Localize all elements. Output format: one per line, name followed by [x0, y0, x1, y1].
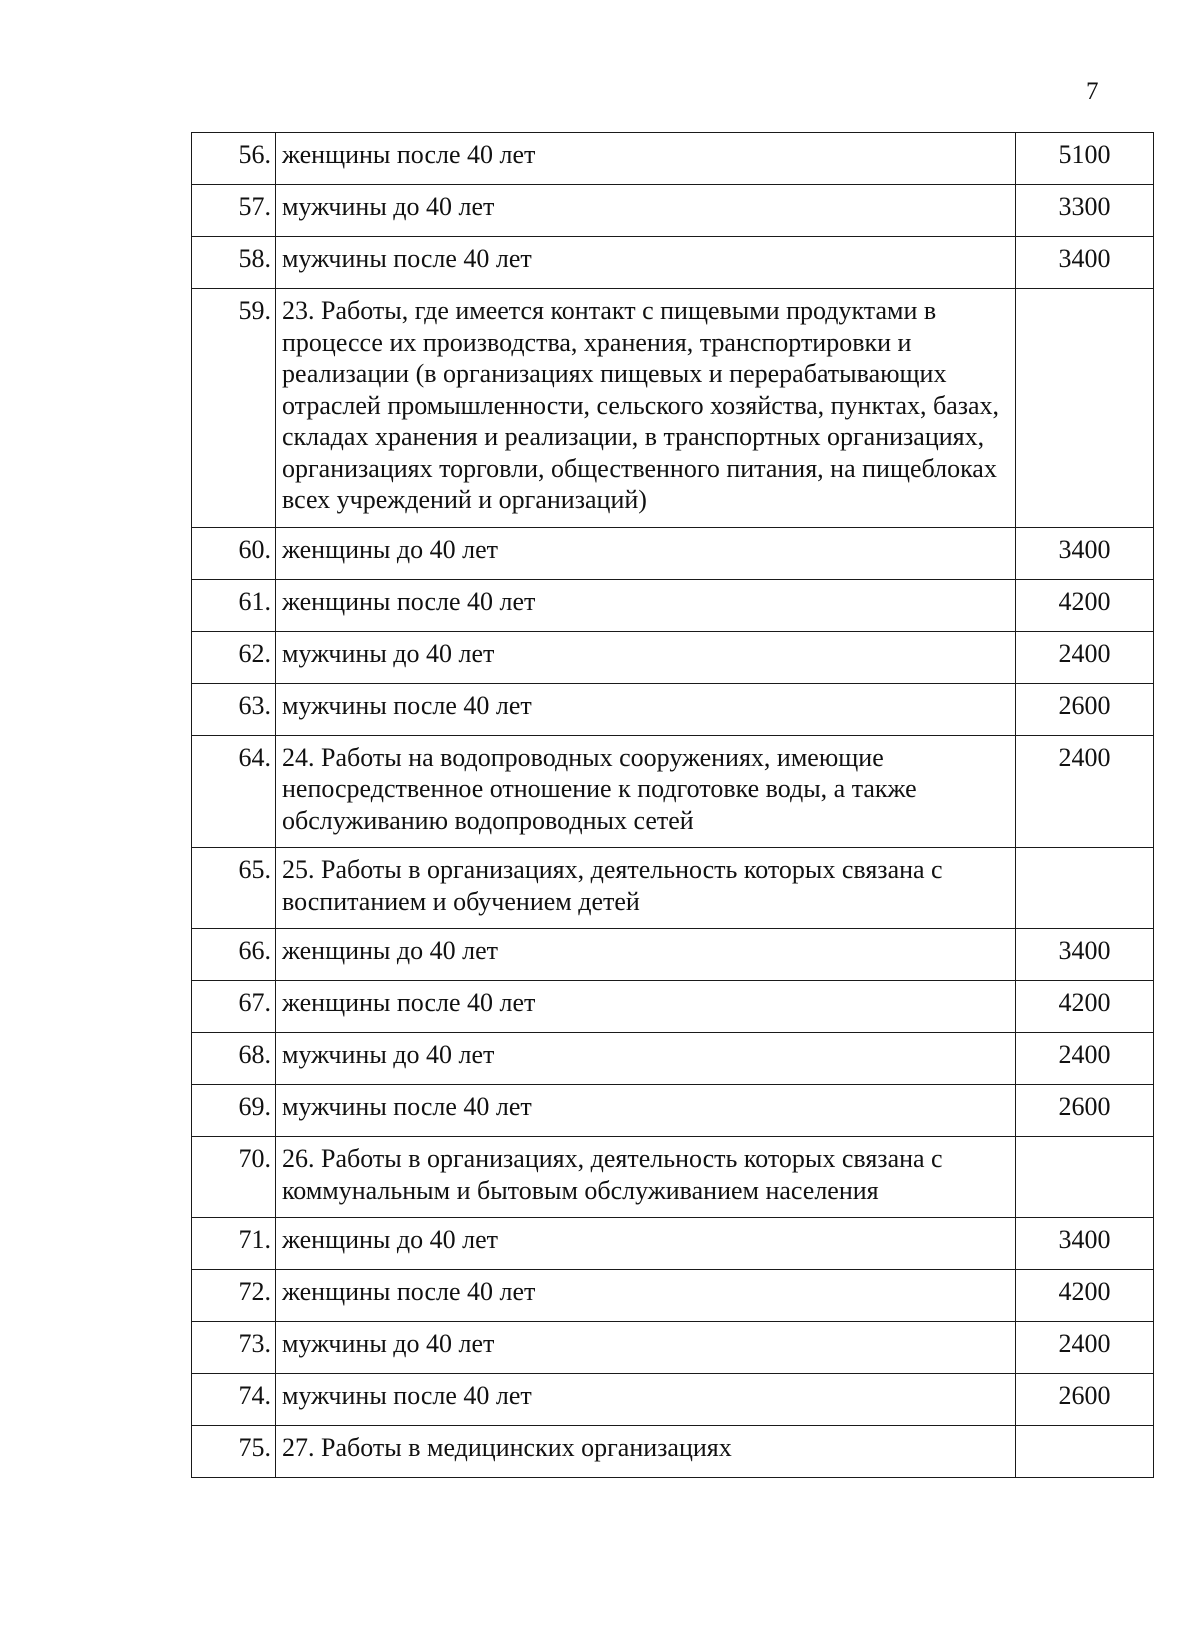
row-number: 74.: [192, 1374, 276, 1426]
row-text: женщины после 40 лет: [276, 1270, 1016, 1322]
table-row: [192, 1085, 1154, 1137]
table-row: [192, 929, 1154, 981]
row-text: мужчины после 40 лет: [276, 237, 1016, 289]
row-text: женщины до 40 лет: [276, 1218, 1016, 1270]
row-value: 3400: [1016, 929, 1154, 981]
table-row: [192, 1137, 1154, 1218]
row-number: 62.: [192, 631, 276, 683]
row-value: 2400: [1016, 631, 1154, 683]
row-number: 60.: [192, 527, 276, 579]
table-row: [192, 579, 1154, 631]
table-row: [192, 631, 1154, 683]
row-value: 4200: [1016, 579, 1154, 631]
row-number: 59.: [192, 289, 276, 528]
row-value: 4200: [1016, 1270, 1154, 1322]
row-value: 2400: [1016, 735, 1154, 848]
row-text: женщины до 40 лет: [276, 929, 1016, 981]
row-text: женщины после 40 лет: [276, 579, 1016, 631]
table-row: [192, 1033, 1154, 1085]
table-row: [192, 1426, 1154, 1478]
row-number: 63.: [192, 683, 276, 735]
row-number: 61.: [192, 579, 276, 631]
row-number: 75.: [192, 1426, 276, 1478]
table-row: [192, 185, 1154, 237]
table-row: [192, 237, 1154, 289]
table-row: [192, 1322, 1154, 1374]
row-text: 26. Работы в организациях, деятельность которых связана с коммунальным и бытовым обслуживанием населения: [276, 1137, 1016, 1218]
row-value: [1016, 289, 1154, 528]
row-text: мужчины после 40 лет: [276, 683, 1016, 735]
row-number: 70.: [192, 1137, 276, 1218]
table-row: [192, 1374, 1154, 1426]
row-number: 67.: [192, 981, 276, 1033]
row-value: 3400: [1016, 1218, 1154, 1270]
row-text: мужчины до 40 лет: [276, 1322, 1016, 1374]
row-text: мужчины до 40 лет: [276, 185, 1016, 237]
row-number: 73.: [192, 1322, 276, 1374]
row-text: 27. Работы в медицинских организациях: [276, 1426, 1016, 1478]
row-value: 4200: [1016, 981, 1154, 1033]
row-value: 2400: [1016, 1322, 1154, 1374]
row-value: 2400: [1016, 1033, 1154, 1085]
row-value: 2600: [1016, 683, 1154, 735]
row-text: 23. Работы, где имеется контакт с пищевыми продуктами в процессе их производства, хранения, транспортировки и реализации (в организациях пищевых и перерабатывающих отраслей промышленности, сельского хозяйства, пунктах, базах, складах хранения и реализации, в транспортных организациях, организациях торговли, общественного питания, на пищеблоках всех учреждений и организаций): [276, 289, 1016, 528]
row-text: женщины после 40 лет: [276, 133, 1016, 185]
row-number: 71.: [192, 1218, 276, 1270]
row-number: 57.: [192, 185, 276, 237]
row-number: 64.: [192, 735, 276, 848]
row-value: 5100: [1016, 133, 1154, 185]
table-row: [192, 683, 1154, 735]
row-number: 66.: [192, 929, 276, 981]
row-value: 3400: [1016, 237, 1154, 289]
row-text: мужчины после 40 лет: [276, 1374, 1016, 1426]
row-number: 68.: [192, 1033, 276, 1085]
row-number: 69.: [192, 1085, 276, 1137]
row-value: 3300: [1016, 185, 1154, 237]
row-value: 3400: [1016, 527, 1154, 579]
row-number: 58.: [192, 237, 276, 289]
row-value: [1016, 1137, 1154, 1218]
row-text: мужчины до 40 лет: [276, 631, 1016, 683]
table-row: [192, 527, 1154, 579]
row-text: 25. Работы в организациях, деятельность которых связана с воспитанием и обучением детей: [276, 848, 1016, 929]
row-value: 2600: [1016, 1085, 1154, 1137]
row-value: [1016, 1426, 1154, 1478]
table-row: [192, 1218, 1154, 1270]
row-number: 72.: [192, 1270, 276, 1322]
table-row: [192, 735, 1154, 848]
document-table: [191, 132, 1154, 1478]
row-value: [1016, 848, 1154, 929]
table-row: [192, 981, 1154, 1033]
row-text: женщины до 40 лет: [276, 527, 1016, 579]
row-text: 24. Работы на водопроводных сооружениях, имеющие непосредственное отношение к подготовке воды, а также обслуживанию водопроводных сетей: [276, 735, 1016, 848]
page-number: 7: [1086, 78, 1099, 105]
table-row: [192, 289, 1154, 528]
row-number: 65.: [192, 848, 276, 929]
row-number: 56.: [192, 133, 276, 185]
row-text: женщины после 40 лет: [276, 981, 1016, 1033]
row-text: мужчины после 40 лет: [276, 1085, 1016, 1137]
row-text: мужчины до 40 лет: [276, 1033, 1016, 1085]
table-row: [192, 1270, 1154, 1322]
row-value: 2600: [1016, 1374, 1154, 1426]
table-row: [192, 848, 1154, 929]
table-row: [192, 133, 1154, 185]
